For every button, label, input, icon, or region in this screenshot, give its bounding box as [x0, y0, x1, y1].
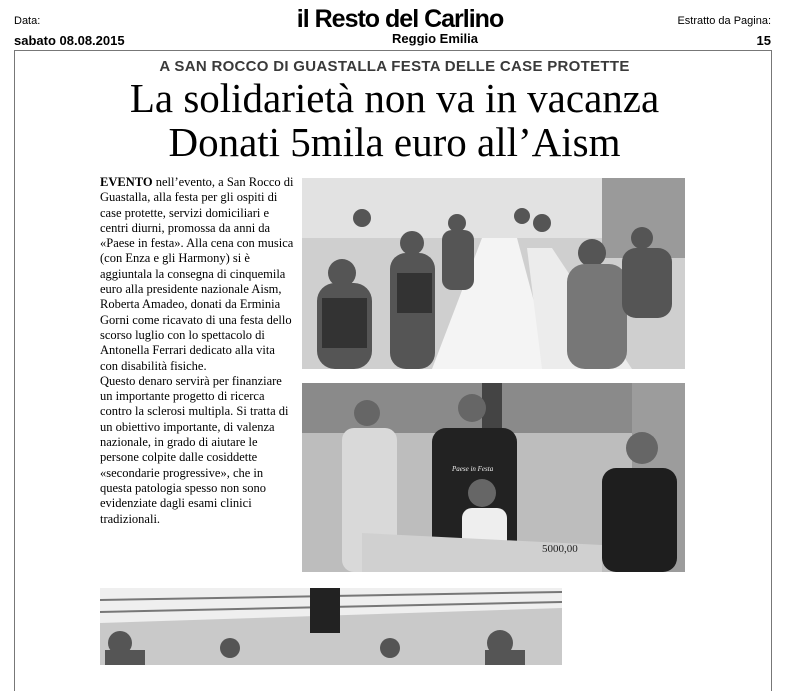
photo-dinner [302, 178, 685, 369]
photo-band [100, 588, 562, 665]
photo-dinner-image [302, 178, 685, 369]
cheque-amount: 5000,00 [542, 543, 578, 555]
date-value: sabato 08.08.2015 [14, 33, 125, 48]
paragraph-1-text: nell’evento, a San Rocco di Guastalla, alla festa per gli ospiti di case protette, servizi domiciliari e centri diurni, promossa da anni da «Paese in festa». Alla cena con musica (con Enza e gli Harmony) si è aggiuntala la consegna di cinquemila euro alla presidente nazionale Aism, Roberta Amadeo, donati da Erminia Gorni come ricavato di una festa dello scorso luglio con lo spettacolo di Antonella Ferrari dedicato alla vita con disabilità fisiche. [100, 175, 294, 373]
headline-line-1: La solidarietà non va in vacanza [129, 75, 660, 121]
headline-line-2: Donati 5mila euro all’Aism [168, 119, 621, 165]
header-page [677, 14, 771, 48]
article-body [100, 175, 296, 527]
photo-cheque-image [302, 383, 685, 572]
photo-cheque [302, 383, 685, 572]
date-label: Data: [14, 15, 41, 27]
masthead [270, 6, 530, 46]
page-number: 15 [756, 33, 771, 48]
paragraph-1 [100, 175, 296, 374]
newspaper-logo: il Resto del Carlino [296, 5, 504, 33]
photo-band-image [100, 588, 562, 665]
article-headline [0, 76, 789, 164]
lead-word: EVENTO [100, 175, 153, 189]
tshirt-text: Paese in Festa [452, 465, 494, 473]
article-kicker: A SAN ROCCO DI GUASTALLA FESTA DELLE CASE PROTETTE [159, 58, 630, 75]
edition-name: Reggio Emilia [392, 31, 478, 46]
extract-label: Estratto da Pagina: [677, 15, 771, 27]
header-date [14, 14, 125, 48]
paragraph-2: Questo denaro servirà per finanziare un importante progetto di ricerca contro la sclerosi multipla. Si tratta di un obiettivo importante, di valenza nazionale, in grado di aiutare le persone colpite dalle cosiddette «secondarie progressive», che in questa patologia spesso non sono evidenziate dagli esami clinici tradizionali. [100, 373, 289, 526]
